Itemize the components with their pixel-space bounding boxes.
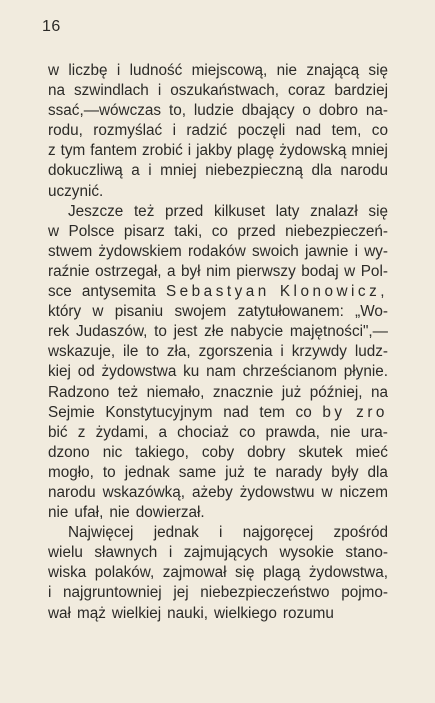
text-line: uczynić. (48, 182, 104, 200)
text-line: na szwindlach i oszukaństwach, coraz bardziej (48, 82, 388, 100)
text-line: sce antysemita Sebastyan Klonowicz, (48, 283, 388, 301)
text-line: Sejmie Konstytucyjnym nad tem co by zro (48, 403, 388, 421)
text-line: Jeszcze też przed kilkuset laty znalazł się (68, 202, 388, 220)
text-line: Radzono też niemało, znacznie już później, na (48, 383, 388, 401)
text-line: dzono nic takiego, coby dobry skutek mieć (48, 443, 388, 461)
body-text (48, 61, 388, 624)
text-line: wielu sławnych i zajmujących wysokie stano- (48, 544, 388, 562)
text-line: mogło, to jednak same już te narady były dla (48, 463, 388, 481)
text-line: narodu wskazówką, ażeby żydowstwu w niczem (48, 483, 388, 501)
text-line: rodu, rozmyślać i radzić poczęli nad tem, co (48, 122, 388, 140)
text-line: dokuczliwą a i mniej niebezpieczną dla narodu (48, 162, 388, 180)
text-line: w liczbę i ludność miejscową, nie znającą się (48, 62, 388, 79)
text-line: wał mąż wielkiej nauki, wielkiego rozumu (48, 604, 334, 622)
text-line: stwem żydowskiem rodaków swoich jawnie i wy- (48, 242, 388, 260)
text-line: rek Judaszów, to jest złe nabycie majętności",— (48, 323, 388, 341)
text-line: Najwięcej jednak i najgoręcej zpośród (68, 524, 388, 542)
text-line: wiska polaków, zajmował się plagą żydowstwa, (48, 564, 388, 582)
text-line: który w pisaniu swojem zatytułowanem: „Wo- (48, 303, 388, 321)
text-line: i najgruntowniej jej niebezpieczeństwo pojmo- (48, 584, 388, 602)
text-line: z tym fantem zrobić i jakby plagę żydowską mniej (48, 142, 388, 160)
text-line: wskazuje, ile to zła, zgorszenia i krzywdy ludz- (48, 343, 388, 361)
text-line: raźnie ostrzegał, a był nim pierwszy bodaj w Pol- (48, 262, 388, 280)
page-number: 16 (42, 18, 61, 35)
text-line: bić z żydami, a chociaż co prawda, nie ura- (48, 423, 388, 441)
text-line: w Polsce pisarz taki, co przed niebezpieczeń- (48, 222, 388, 240)
text-line: nie ufał, nie dowierzał. (48, 504, 205, 522)
text-line: ssać,—wówczas to, ludzie dbający o dobro na- (48, 102, 388, 120)
text-line: kiej od żydowstwa ku nam chrześcianom płynie. (48, 363, 388, 381)
